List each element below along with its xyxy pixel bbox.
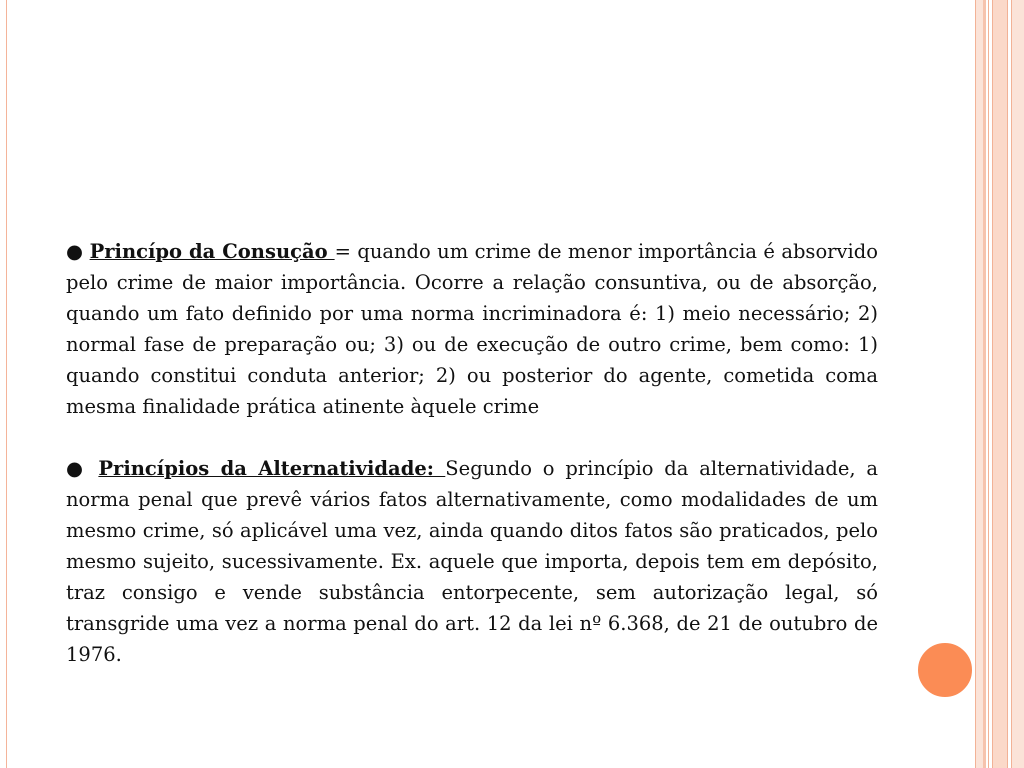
right-stripe-decoration [992,0,1008,768]
paragraph-alternatividade [66,453,878,670]
bullet-icon: ● [66,240,84,263]
principle-text: Segundo o princípio da alternatividade, a norma penal que prevê vários fatos alternativamente, como modalidades de um mesmo crime, só aplicável uma vez, ainda quando ditos fatos são praticados, pelo mesmo sujeito, sucessivamente. Ex. aquele que importa, depois tem em depósito, traz consigo e vende substância entorpecente, sem autorização legal, só transgride uma vez a norma penal do art. 12 da lei nº 6.368, de 21 de outubro de 1976. [66,457,879,666]
right-stripe-decoration [983,0,986,768]
orange-circle-decoration [915,640,975,700]
right-stripe-decoration [1011,0,1024,768]
principle-heading: Princípo da Consução [89,240,335,263]
principle-text: = quando um crime de menor importância é absorvido pelo crime de maior importância. Ocorre a relação consuntiva, ou de absorção, quando um fato definido por uma norma incriminadora é: 1) meio necessário; 2) normal fase de preparação ou; 3) ou de execução de outro crime, bem como: 1) quando constitui conduta anterior; 2) ou posterior do agente, cometida coma mesma finalidade prática atinente àquele crime [66,240,878,418]
principle-heading: Princípios da Alternatividade: [98,457,446,480]
left-border-decoration [0,0,7,768]
bullet-icon: ● [66,457,88,480]
slide-body [66,236,878,670]
paragraph-consuncao [66,236,878,422]
